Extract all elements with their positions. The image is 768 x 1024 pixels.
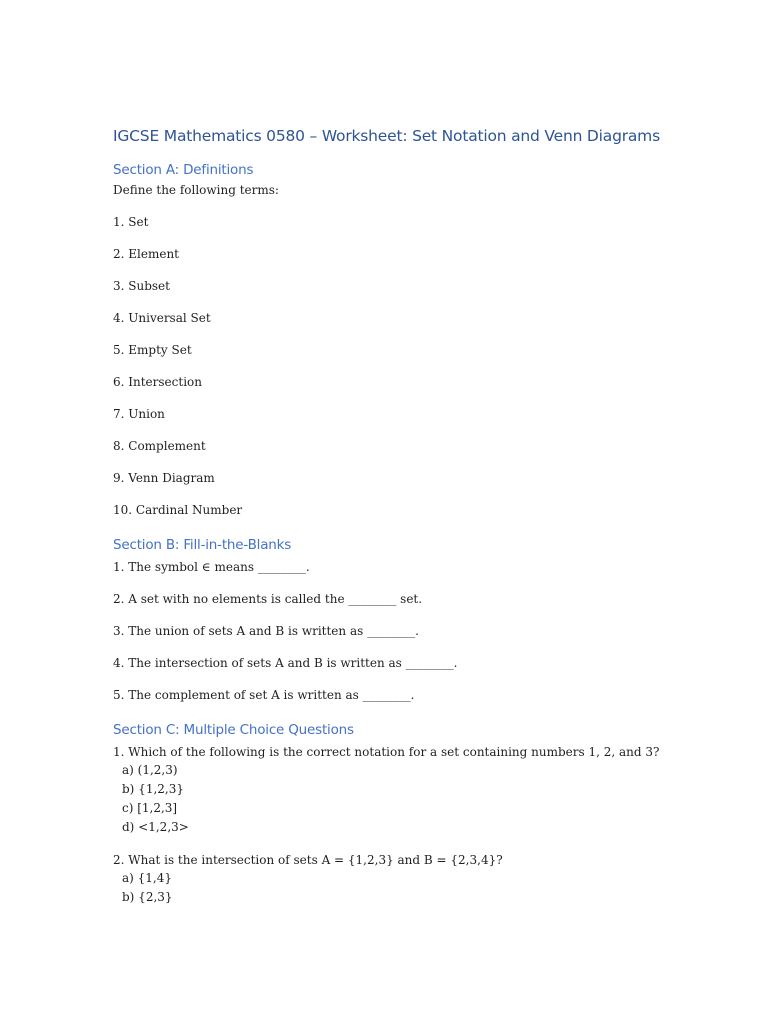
mcq-question-text: 2. What is the intersection of sets A = {1,2,3} and B = {2,3,4}? (113, 853, 503, 867)
mcq-option: a) {1,4} (122, 871, 173, 885)
section-a-intro: Define the following terms: (113, 183, 279, 197)
definition-item: 5. Empty Set (113, 343, 192, 357)
fill-blank-item: 5. The complement of set A is written as ________. (113, 688, 415, 702)
mcq-question-text: 1. Which of the following is the correct notation for a set containing numbers 1, 2, and 3? (113, 745, 660, 759)
definition-item: 4. Universal Set (113, 311, 211, 325)
mcq-option: d) <1,2,3> (122, 820, 189, 834)
definition-item: 1. Set (113, 215, 149, 229)
worksheet-page (113, 124, 733, 907)
definition-item: 10. Cardinal Number (113, 503, 243, 517)
definition-item: 8. Complement (113, 439, 206, 453)
section-a-heading: Section A: Definitions (113, 162, 254, 178)
mcq-option: b) {2,3} (122, 890, 173, 904)
definition-item: 6. Intersection (113, 375, 202, 389)
mcq-option: b) {1,2,3} (122, 782, 184, 796)
section-b-heading: Section B: Fill-in-the-Blanks (113, 537, 292, 553)
fill-blank-item: 2. A set with no elements is called the ________ set. (113, 592, 423, 606)
definition-item: 9. Venn Diagram (113, 471, 215, 485)
worksheet-title: IGCSE Mathematics 0580 – Worksheet: Set Notation and Venn Diagrams (113, 127, 660, 145)
mcq-question-2 (113, 851, 733, 907)
mcq-option: a) (1,2,3) (122, 763, 178, 777)
definition-item: 7. Union (113, 407, 165, 421)
fill-blank-item: 4. The intersection of sets A and B is written as ________. (113, 656, 458, 670)
definition-item: 3. Subset (113, 279, 170, 293)
fill-blank-item: 3. The union of sets A and B is written as ________. (113, 624, 419, 638)
mcq-question-1 (113, 743, 733, 837)
mcq-option: c) [1,2,3] (122, 801, 178, 815)
section-c-heading: Section C: Multiple Choice Questions (113, 722, 354, 738)
fill-blank-item: 1. The symbol ∈ means ________. (113, 560, 310, 574)
definition-item: 2. Element (113, 247, 179, 261)
